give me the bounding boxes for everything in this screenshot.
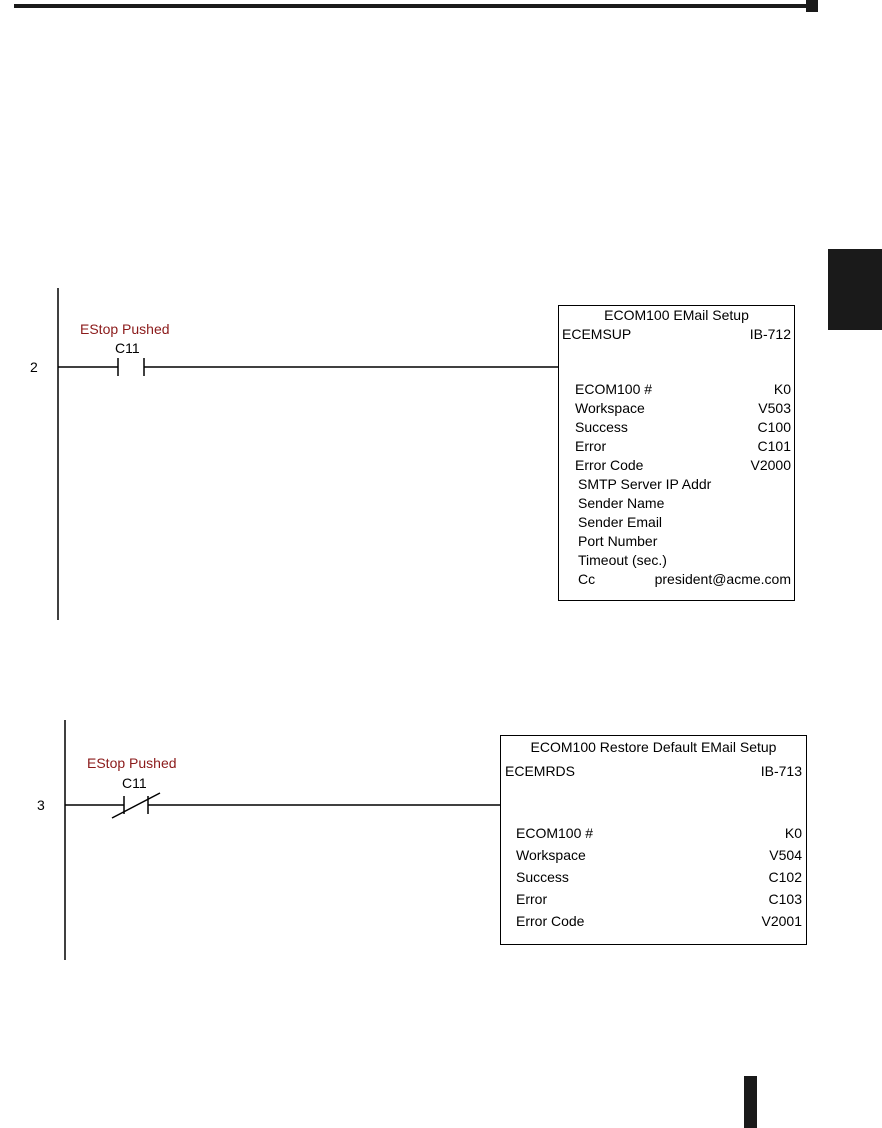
param-name: Error	[575, 438, 607, 454]
param-value: K0	[773, 381, 791, 397]
param-name: Error	[516, 891, 548, 907]
param-name: Port Number	[578, 533, 658, 549]
param-name: Success	[516, 869, 569, 885]
param-name: Workspace	[575, 400, 645, 416]
box-title: ECOM100 EMail Setup	[604, 307, 749, 323]
ecemsup-instruction-box	[558, 305, 795, 601]
ecemrds-instruction-box	[500, 735, 807, 945]
param-name: Error Code	[575, 457, 644, 473]
param-value: C103	[768, 891, 802, 907]
box-title: ECOM100 Restore Default EMail Setup	[530, 739, 777, 755]
param-value: C100	[757, 419, 791, 435]
box-ib-number: IB-713	[760, 763, 802, 779]
rung2-number: 2	[30, 359, 38, 375]
param-name: Cc	[578, 571, 596, 587]
param-value: C102	[768, 869, 802, 885]
param-value: V504	[769, 847, 802, 863]
param-value: V2001	[761, 913, 802, 929]
rung3-contact-nickname: EStop Pushed	[87, 755, 177, 771]
param-name: SMTP Server IP Addr	[578, 476, 712, 492]
rung2-contact-address: C11	[115, 340, 140, 356]
param-value: V2000	[750, 457, 791, 473]
rung3-contact-address: C11	[122, 775, 147, 791]
param-name: ECOM100 #	[516, 825, 594, 841]
param-name: Sender Name	[578, 495, 665, 511]
param-name: Timeout (sec.)	[578, 552, 667, 568]
param-name: ECOM100 #	[575, 381, 653, 397]
param-value: president@acme.com	[654, 571, 791, 587]
rung2-contact-nickname: EStop Pushed	[80, 321, 170, 337]
param-name: Workspace	[516, 847, 586, 863]
param-value: C101	[757, 438, 791, 454]
param-name: Sender Email	[578, 514, 663, 530]
box-ib-number: IB-712	[749, 326, 791, 342]
param-name: Success	[575, 419, 628, 435]
param-value: V503	[758, 400, 791, 416]
rung3-number: 3	[37, 797, 45, 813]
box-instruction-code: ECEMRDS	[505, 763, 576, 779]
param-value: K0	[784, 825, 802, 841]
box-instruction-code: ECEMSUP	[562, 326, 632, 342]
param-name: Error Code	[516, 913, 585, 929]
